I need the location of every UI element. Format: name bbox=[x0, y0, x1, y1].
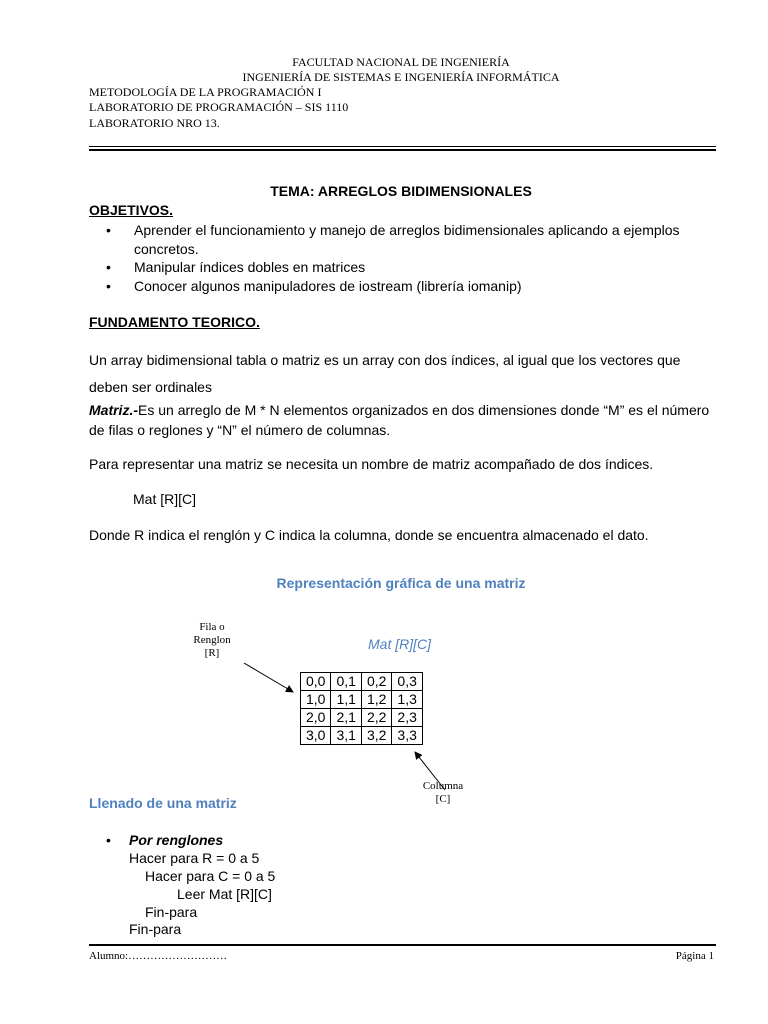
matrix-cell: 0,3 bbox=[392, 673, 422, 691]
footer-student: Alumno:……………………… bbox=[89, 950, 228, 962]
code-line: Fin-para bbox=[129, 921, 182, 937]
matrix-cell: 2,2 bbox=[361, 709, 391, 727]
matriz-definition-text: Es un arreglo de M * N elementos organizados en dos dimensiones donde “M” es el número de filas o reglones y “N” el número de columnas. bbox=[89, 402, 710, 438]
header-course: METODOLOGÍA DE LA PROGRAMACIÓN I bbox=[89, 85, 322, 99]
table-row bbox=[301, 691, 423, 709]
table-row bbox=[301, 673, 423, 691]
list-item: • Manipular índices dobles en matrices bbox=[89, 258, 719, 277]
llenado-title: Llenado de una matriz bbox=[89, 795, 237, 811]
matrix-cell: 2,1 bbox=[331, 709, 361, 727]
matriz-term: Matriz.- bbox=[89, 402, 138, 418]
fundamento-paragraph-3: Donde R indica el renglón y C indica la columna, donde se encuentra almacenado el dato. bbox=[89, 527, 649, 543]
matrix-cell: 2,3 bbox=[392, 709, 422, 727]
code-line: Fin-para bbox=[145, 904, 198, 920]
fundamento-paragraph-1: Un array bidimensional tabla o matriz es un array con dos índices, al igual que los vectores que deben ser ordinales bbox=[89, 352, 681, 395]
footer-rule bbox=[89, 944, 716, 946]
matrix-cell: 2,0 bbox=[301, 709, 331, 727]
por-renglones-label: Por renglones bbox=[129, 832, 224, 848]
header-faculty: FACULTAD NACIONAL DE INGENIERÍA bbox=[292, 55, 510, 69]
matrix-cell: 3,2 bbox=[361, 727, 391, 745]
code-line: Hacer para R = 0 a 5 bbox=[129, 850, 260, 866]
footer-page-number: Página 1 bbox=[675, 950, 714, 962]
matrix-cell: 1,3 bbox=[392, 691, 422, 709]
matrix-cell: 1,2 bbox=[361, 691, 391, 709]
matrix-cell: 0,0 bbox=[301, 673, 331, 691]
fundamento-title: FUNDAMENTO TEORICO. bbox=[89, 314, 260, 330]
matrix-cell: 3,1 bbox=[331, 727, 361, 745]
column-axis-label: Columna [C] bbox=[422, 780, 464, 805]
matrix-cell: 0,1 bbox=[331, 673, 361, 691]
page-title: TEMA: ARREGLOS BIDIMENSIONALES bbox=[270, 183, 532, 199]
list-item: • Conocer algunos manipuladores de iostream (librería iomanip) bbox=[89, 277, 719, 296]
row-arrow bbox=[244, 663, 293, 692]
diagram-title: Representación gráfica de una matriz bbox=[276, 575, 526, 591]
table-row bbox=[301, 727, 423, 745]
fundamento-paragraph-2: Para representar una matriz se necesita un nombre de matriz acompañado de dos índices. bbox=[89, 456, 654, 472]
objetivos-title: OBJETIVOS. bbox=[89, 202, 174, 218]
matrix-table bbox=[300, 672, 423, 745]
header-lab-course: LABORATORIO DE PROGRAMACIÓN – SIS 1110 bbox=[89, 100, 349, 114]
list-item: • Aprender el funcionamiento y manejo de arreglos bidimensionales aplicando a ejemplos concretos. bbox=[89, 221, 719, 258]
table-row bbox=[301, 709, 423, 727]
matrix-cell: 3,3 bbox=[392, 727, 422, 745]
header-department: INGENIERÍA DE SISTEMAS E INGENIERÍA INFORMÁTICA bbox=[242, 70, 560, 84]
code-line: Hacer para C = 0 a 5 bbox=[145, 868, 276, 884]
matrix-label: Mat [R][C] bbox=[368, 636, 432, 652]
header-lab-number: LABORATORIO NRO 13. bbox=[89, 116, 220, 130]
row-axis-label: Fila o Renglon [R] bbox=[193, 621, 231, 659]
matrix-cell: 0,2 bbox=[361, 673, 391, 691]
bullet-icon: • bbox=[106, 832, 111, 848]
code-line: Leer Mat [R][C] bbox=[177, 886, 272, 902]
matrix-cell: 1,1 bbox=[331, 691, 361, 709]
matrix-notation: Mat [R][C] bbox=[133, 491, 197, 507]
matrix-cell: 1,0 bbox=[301, 691, 331, 709]
matrix-cell: 3,0 bbox=[301, 727, 331, 745]
